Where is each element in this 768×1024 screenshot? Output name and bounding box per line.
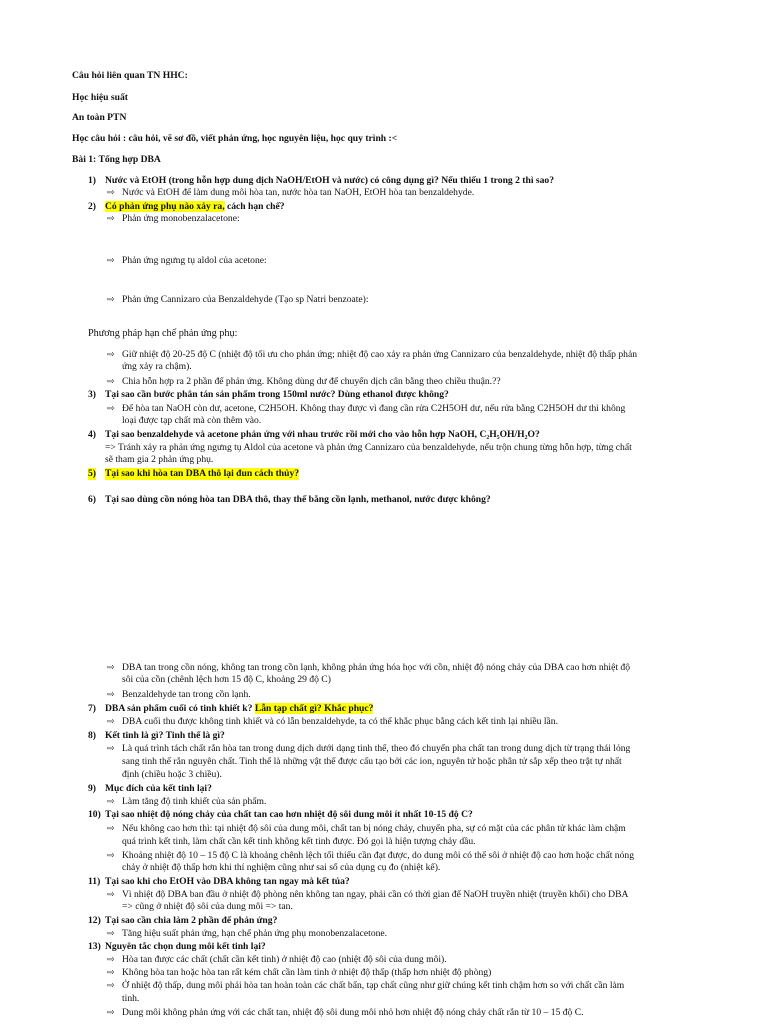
arrow-icon: ⇨ <box>107 797 115 807</box>
q6-answer-1b: sôi của cồn (chênh lệch hơn 15 độ C, khoảng 29 độ C) <box>122 674 331 685</box>
section-title: Bài 1: Tổng hợp DBA <box>72 154 161 165</box>
q12-question: Tại sao cần chia làm 2 phần để phản ứng? <box>105 915 278 926</box>
q2-method-heading: Phương pháp hạn chế phản ứng phụ: <box>88 328 238 339</box>
q6-answer-2: Benzaldehyde tan trong cồn lạnh. <box>122 689 251 700</box>
q10-answer-1a: Nếu không cao hơn thì: tại nhiệt độ sôi của dung môi, chất tan bị nóng chảy, chuyển pha, sự có mặt của các phân tử khác làm chậm <box>122 823 626 834</box>
q2-number: 2) <box>88 201 96 212</box>
q10-question: Tại sao nhiệt độ nóng chảy của chất tan cao hơn nhiệt độ sôi dung môi ít nhất 10-15 độ C? <box>105 809 473 820</box>
q12-number: 12) <box>88 915 101 926</box>
arrow-icon: ⇨ <box>107 717 115 727</box>
heading-an-toan: An toàn PTN <box>72 112 127 123</box>
q8-number: 8) <box>88 730 96 741</box>
q8-question: Kết tinh là gì? Tinh thể là gì? <box>105 730 225 741</box>
q1-question: Nước và EtOH (trong hỗn hợp dung dịch NaOH/EtOH và nước) có công dụng gì? Nếu thiếu 1 trong 2 thì sao? <box>105 175 555 186</box>
arrow-icon: ⇨ <box>107 404 115 414</box>
q13-question: Nguyên tắc chọn dung môi kết tinh lại? <box>105 941 266 952</box>
q13-answer-1: Hòa tan được các chất (chất cần kết tinh) ở nhiệt độ cao (nhiệt độ sôi của dung môi). <box>122 954 447 965</box>
q11-answer-1a: Vì nhiệt độ DBA ban đầu ở nhiệt độ phòng nên không tan ngay, phải cần có thời gian để NaOH truyền nhiệt (truyền khối) cho DBA <box>122 889 629 900</box>
arrow-icon: ⇨ <box>107 663 115 673</box>
q8-answer-1a: Là quá trình tách chất rắn hòa tan trong dung dịch dưới dạng tinh thể, theo đó chuyển pha chất tan trong dung dịch từ trạng thái lỏng <box>122 743 631 754</box>
q10-answer-1b: quá trình kết tinh, làm chất cần kết tinh không kết tinh được. Đó gọi là hiện tượng chảy dầu. <box>122 836 476 847</box>
q3-question: Tại sao cần bước phân tán sản phẩm trong 150ml nước? Dùng ethanol được không? <box>105 389 449 400</box>
arrow-icon: ⇨ <box>107 214 115 224</box>
arrow-icon: ⇨ <box>107 350 115 360</box>
q13-answer-3b: tinh. <box>122 993 140 1004</box>
q11-question: Tại sao khi cho EtOH vào DBA không tan ngay mà kết tủa? <box>105 876 350 887</box>
q8-answer-1c: định (chiều hoặc 3 chiều). <box>122 769 222 780</box>
q4-number: 4) <box>88 429 96 440</box>
arrow-icon: ⇨ <box>107 981 115 991</box>
q13-answer-4: Dung môi không phản ứng với các chất tan, nhiệt độ sôi dung môi nhỏ hơn nhiệt độ nóng chảy chất rắn từ 10 – 15 độ C. <box>122 1007 584 1018</box>
q2-method-1a: Giữ nhiệt độ 20-25 độ C (nhiệt độ tối ưu cho phản ứng; nhiệt độ cao xảy ra phản ứng Cannizaro của benzaldehyde, nhiệt độ thấp phản <box>122 349 638 360</box>
arrow-icon: ⇨ <box>107 256 115 266</box>
q10-answer-2b: chảy ở nhiệt độ thấp hơn khi thí nghiệm cũng như sai số của dụng cụ đo (nhiệt kế). <box>122 862 441 873</box>
q6-number: 6) <box>88 494 96 505</box>
q13-answer-2: Không hòa tan hoặc hòa tan rất kém chất cần làm tinh ở nhiệt độ thấp (thấp hơn nhiệt độ phòng) <box>122 967 492 978</box>
q6-answer-1a: DBA tan trong cồn nóng, không tan trong cồn lạnh, không phản ứng hóa học với cồn, nhiệt độ nóng chảy của DBA cao hơn nhiệt độ <box>122 662 631 673</box>
q13-answer-3a: Ở nhiệt độ thấp, dung môi phải hòa tan hoàn toàn các chất bẩn, tạp chất cũng như giữ chúng kết tinh chậm hơn so với chất cần làm <box>122 980 625 991</box>
q4-question: Tại sao benzaldehyde và acetone phản ứng với nhau trước rồi mới cho vào hỗn hợp NaOH, C₂H₅OH/H₂O? <box>105 429 540 440</box>
arrow-icon: ⇨ <box>107 955 115 965</box>
q7-question <box>105 703 373 715</box>
q3-number: 3) <box>88 389 96 400</box>
arrow-icon: ⇨ <box>107 968 115 978</box>
arrow-icon: ⇨ <box>107 929 115 939</box>
q5-question: Tại sao khi hòa tan DBA thô lại đun cách thủy? <box>105 468 300 479</box>
q2-method-2: Chia hỗn hợp ra 2 phần để phản ứng. Không dùng dư để chuyển dịch cân bằng theo chiều thuận.?? <box>122 376 501 387</box>
arrow-icon: ⇨ <box>107 1008 115 1018</box>
q11-number: 11) <box>88 876 101 887</box>
q2-answer-1: Phản ứng monobenzalacetone: <box>122 213 240 224</box>
q2-method-1b: ứng xảy ra chậm). <box>122 361 192 372</box>
arrow-icon: ⇨ <box>107 851 115 861</box>
heading-hieu-suat: Học hiệu suất <box>72 92 128 103</box>
arrow-icon: ⇨ <box>107 890 115 900</box>
q1-answer-1: Nước và EtOH để làm dung môi hòa tan, nước hòa tan NaOH, EtOH hòa tan benzaldehyde. <box>122 187 475 198</box>
q8-answer-1b: sang tinh thể rắn nguyên chất. Tinh thể là những vật thể được cấu tạo bởi các ion, nguyên tử hoặc phân tử sắp xếp theo trật tự nhất <box>122 756 622 767</box>
q10-answer-2a: Khoảng nhiệt độ 10 – 15 độ C là khoảng chênh lệch tối thiểu cần đạt được, do dung môi có thể sôi ở nhiệt độ cao hơn hoặc chất nóng <box>122 850 634 861</box>
arrow-icon: ⇨ <box>107 295 115 305</box>
heading-hoc-cau-hoi: Học câu hỏi : câu hỏi, vẽ sơ đồ, viết phản ứng, học nguyên liệu, học quy trình :< <box>72 133 398 144</box>
arrow-icon: ⇨ <box>107 690 115 700</box>
q4-answer-1a: => Tránh xảy ra phản ứng ngưng tụ Aldol của acetone và phản ứng Cannizaro của benzaldehyde, nếu trộn chung từng hỗn hợp, từng chất <box>105 442 632 453</box>
q2-question <box>105 201 285 213</box>
q11-answer-1b: => cũng ở nhiệt độ sôi của dung môi => tan. <box>122 901 293 912</box>
q2-answer-3: Phản ứng Cannizaro của Benzaldehyde (Tạo sp Natri benzoate): <box>122 294 369 305</box>
q7-question-highlight: Lẫn tạp chất gì? Khắc phục? <box>254 703 374 714</box>
q3-answer-1a: Để hòa tan NaOH còn dư, acetone, C2H5OH. Không thay được vì đang cần rửa C2H5OH dư, nếu rửa bằng C2H5OH dư thì không <box>122 403 626 414</box>
q2-answer-2: Phản ứng ngưng tụ aldol của acetone: <box>122 255 267 266</box>
q2-question-rest: cách hạn chế? <box>224 201 285 212</box>
q9-question: Mục đích của kết tinh lại? <box>105 783 212 794</box>
q7-number: 7) <box>88 703 96 714</box>
arrow-icon: ⇨ <box>107 824 115 834</box>
q4-answer-1b: sẽ tham gia 2 phản ứng phụ. <box>105 454 214 465</box>
q2-question-highlight: Có phản ứng phụ nào xảy ra, <box>105 201 225 212</box>
q12-answer-1: Tăng hiệu suất phản ứng, hạn chế phản ứng phụ monobenzalacetone. <box>122 928 388 939</box>
q3-answer-1b: loại được tạp chất mà còn thêm vào. <box>122 415 262 426</box>
q7-answer-1: DBA cuối thu được không tinh khiết và có lẫn benzaldehyde, ta có thể khắc phục bằng cách kết tinh lại nhiều lần. <box>122 716 558 727</box>
arrow-icon: ⇨ <box>107 744 115 754</box>
q10-number: 10) <box>88 809 101 820</box>
q9-answer-1: Làm tăng độ tinh khiết của sản phẩm. <box>122 796 267 807</box>
q1-number: 1) <box>88 175 96 186</box>
q7-question-pre: DBA sản phẩm cuối có tinh khiết k? <box>105 703 253 714</box>
arrow-icon: ⇨ <box>107 377 115 387</box>
q9-number: 9) <box>88 783 96 794</box>
q6-question: Tại sao dùng cồn nóng hòa tan DBA thô, thay thế bằng cồn lạnh, methanol, nước được không? <box>105 494 491 505</box>
doc-title: Câu hỏi liên quan TN HHC: <box>72 70 188 81</box>
q5-number: 5) <box>88 468 96 479</box>
arrow-icon: ⇨ <box>107 188 115 198</box>
q13-number: 13) <box>88 941 101 952</box>
